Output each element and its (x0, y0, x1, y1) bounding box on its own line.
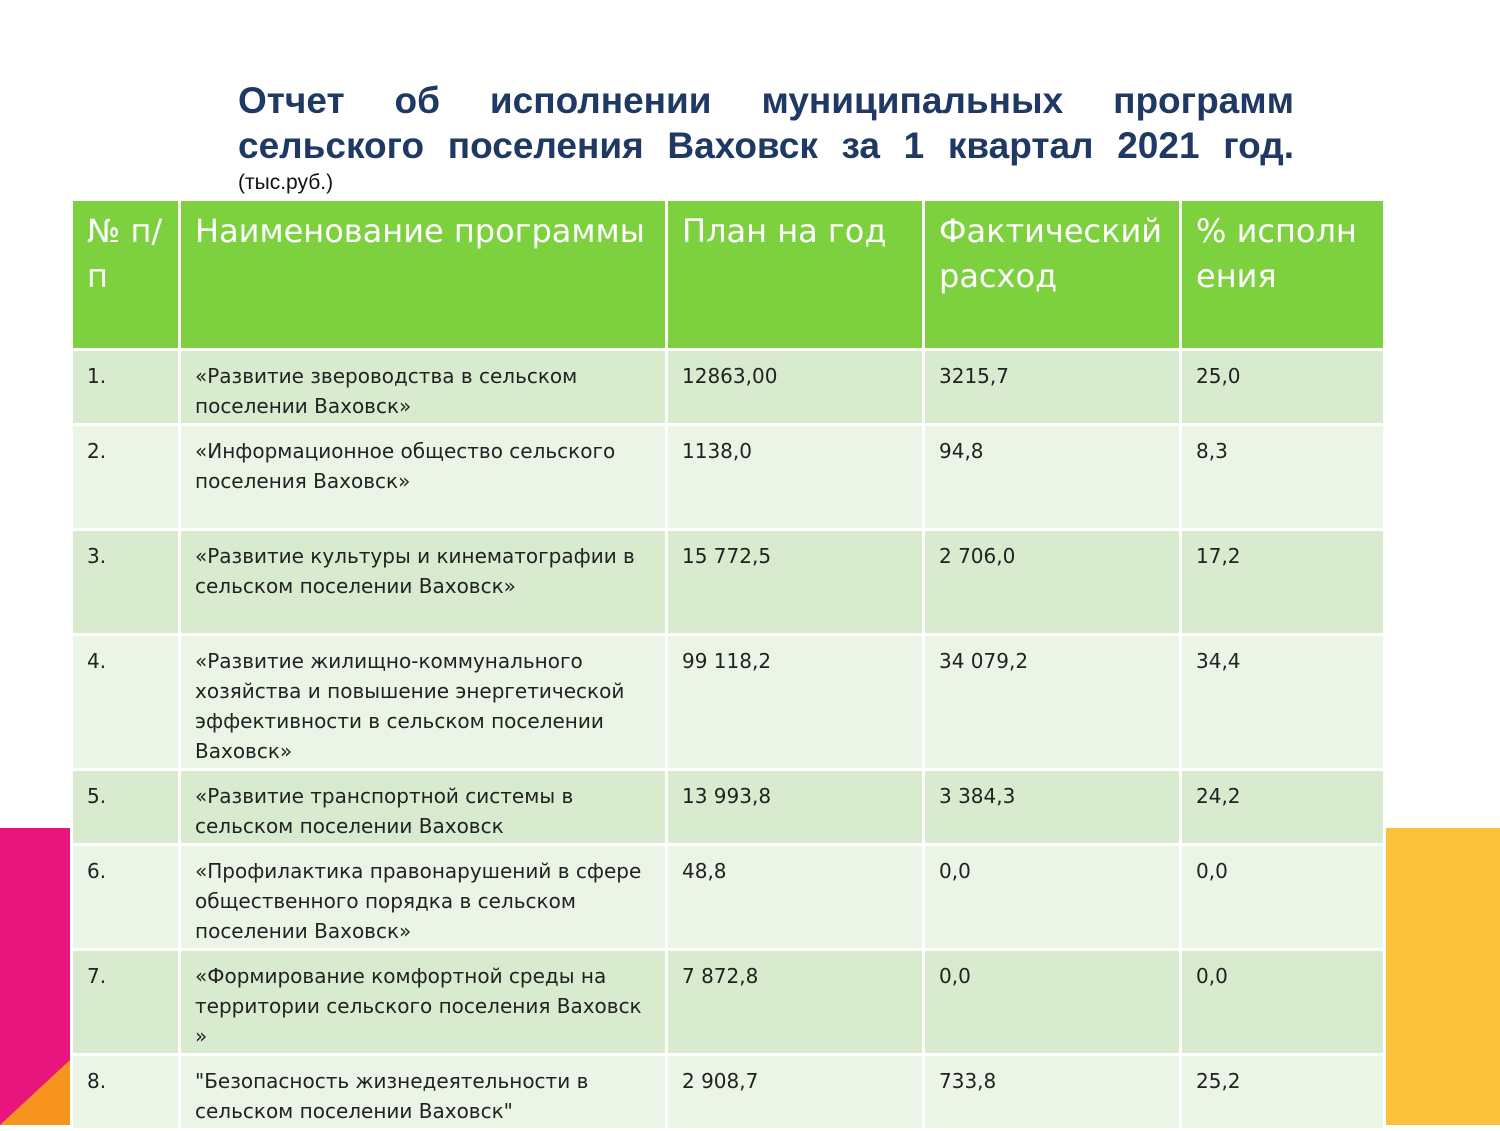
cell-name: «Развитие звероводства в сельском поселении Ваховск» (180, 350, 667, 425)
cell-percent: 8,3 (1181, 425, 1385, 530)
cell-actual: 94,8 (924, 425, 1181, 530)
cell-num: 5. (72, 770, 180, 845)
cell-percent: 24,2 (1181, 770, 1385, 845)
header-plan: План на год (667, 200, 924, 350)
table-row (72, 770, 1385, 845)
cell-percent: 25,0 (1181, 350, 1385, 425)
cell-plan: 12863,00 (667, 350, 924, 425)
table-row (72, 1055, 1385, 1130)
programs-table (70, 198, 1386, 1131)
table-row (72, 530, 1385, 635)
header-num: № п/п (72, 200, 180, 350)
cell-name: «Развитие культуры и кинематографии в сельском поселении Ваховск» (180, 530, 667, 635)
table-header-row (72, 200, 1385, 350)
cell-name: «Развитие транспортной системы в сельском поселении Ваховск (180, 770, 667, 845)
header-name: Наименование программы (180, 200, 667, 350)
cell-name: «Информационное общество сельского поселения Ваховск» (180, 425, 667, 530)
cell-num: 1. (72, 350, 180, 425)
cell-actual: 0,0 (924, 845, 1181, 950)
cell-num: 6. (72, 845, 180, 950)
cell-plan: 7 872,8 (667, 950, 924, 1055)
cell-name: «Формирование комфортной среды на территории сельского поселения Ваховск » (180, 950, 667, 1055)
cell-num: 8. (72, 1055, 180, 1130)
cell-percent: 25,2 (1181, 1055, 1385, 1130)
cell-num: 7. (72, 950, 180, 1055)
cell-actual: 3215,7 (924, 350, 1181, 425)
cell-plan: 13 993,8 (667, 770, 924, 845)
table-row (72, 950, 1385, 1055)
cell-num: 3. (72, 530, 180, 635)
cell-percent: 17,2 (1181, 530, 1385, 635)
table-row (72, 635, 1385, 770)
cell-actual: 34 079,2 (924, 635, 1181, 770)
cell-name: «Профилактика правонарушений в сфере общественного порядка в сельском поселении Ваховск» (180, 845, 667, 950)
page-title: Отчет об исполнении муниципальных программ сельского поселения Ваховск за 1 квартал 2021 год. (238, 80, 1294, 166)
cell-actual: 3 384,3 (924, 770, 1181, 845)
cell-actual: 2 706,0 (924, 530, 1181, 635)
cell-actual: 0,0 (924, 950, 1181, 1055)
header-actual: Фактический расход (924, 200, 1181, 350)
cell-percent: 0,0 (1181, 950, 1385, 1055)
cell-actual: 733,8 (924, 1055, 1181, 1130)
decorative-yellow-bar (1383, 828, 1500, 1125)
cell-num: 4. (72, 635, 180, 770)
cell-plan: 2 908,7 (667, 1055, 924, 1130)
table-row (72, 350, 1385, 425)
cell-num: 2. (72, 425, 180, 530)
unit-note: (тыс.руб.) (238, 171, 334, 194)
header-percent: % исполнения (1181, 200, 1385, 350)
cell-plan: 99 118,2 (667, 635, 924, 770)
table-row (72, 845, 1385, 950)
cell-plan: 1138,0 (667, 425, 924, 530)
cell-percent: 0,0 (1181, 845, 1385, 950)
cell-name: "Безопасность жизнедеятельности в сельском поселении Ваховск" (180, 1055, 667, 1130)
table-row (72, 425, 1385, 530)
cell-plan: 48,8 (667, 845, 924, 950)
cell-name: «Развитие жилищно-коммунального хозяйства и повышение энергетической эффективности в сельском поселении Ваховск» (180, 635, 667, 770)
cell-plan: 15 772,5 (667, 530, 924, 635)
cell-percent: 34,4 (1181, 635, 1385, 770)
